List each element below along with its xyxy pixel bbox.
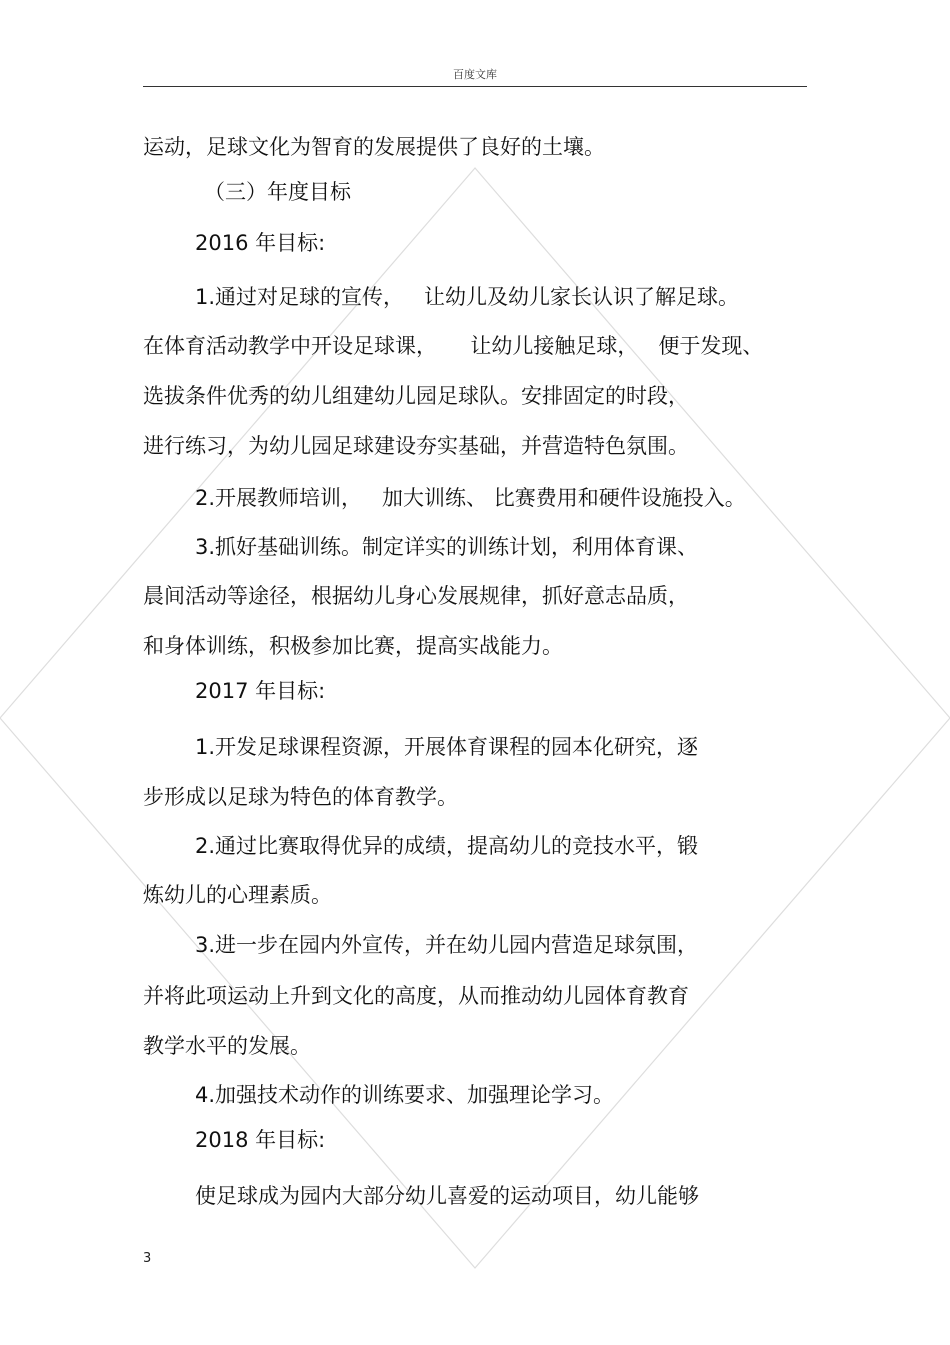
year-heading-2018: 2018 年目标:	[195, 1128, 326, 1152]
body-line: 和身体训练，积极参加比赛，提高实战能力。	[143, 634, 563, 658]
body-line: 步形成以足球为特色的体育教学。	[143, 785, 458, 809]
body-line: 使足球成为园内大部分幼儿喜爱的运动项目，幼儿能够	[195, 1184, 699, 1208]
body-line: 进行练习，为幼儿园足球建设夯实基础，并营造特色氛围。	[143, 434, 689, 458]
year-heading-2017: 2017 年目标:	[195, 679, 326, 703]
body-line: 2.通过比赛取得优异的成绩，提高幼儿的竞技水平，锻	[195, 834, 699, 858]
body-line: 在体育活动教学中开设足球课， 让幼儿接触足球， 便于发现、	[143, 334, 764, 358]
body-line: 1.开发足球课程资源，开展体育课程的园本化研究，逐	[195, 735, 699, 759]
body-line: 4.加强技术动作的训练要求、加强理论学习。	[195, 1083, 615, 1107]
page-number: 3	[143, 1251, 152, 1266]
header-title: 百度文库	[453, 68, 497, 81]
body-line: 2.开展教师培训， 加大训练、 比赛费用和硬件设施投入。	[195, 486, 746, 510]
body-line: 3.抓好基础训练。制定详实的训练计划，利用体育课、	[195, 535, 699, 559]
year-heading-2016: 2016 年目标:	[195, 231, 326, 255]
body-line: 教学水平的发展。	[143, 1034, 311, 1058]
body-line: 运动，足球文化为智育的发展提供了良好的土壤。	[143, 135, 605, 159]
section-heading: （三）年度目标	[204, 180, 351, 204]
body-line: 3.进一步在园内外宣传，并在幼儿园内营造足球氛围，	[195, 933, 699, 957]
body-line: 选拔条件优秀的幼儿组建幼儿园足球队。安排固定的时段，	[143, 384, 689, 408]
body-line: 并将此项运动上升到文化的高度，从而推动幼儿园体育教育	[143, 984, 689, 1008]
header-divider	[143, 86, 807, 87]
body-line: 晨间活动等途径，根据幼儿身心发展规律，抓好意志品质，	[143, 584, 689, 608]
body-line: 炼幼儿的心理素质。	[143, 883, 332, 907]
body-line: 1.通过对足球的宣传， 让幼儿及幼儿家长认识了解足球。	[195, 285, 740, 309]
